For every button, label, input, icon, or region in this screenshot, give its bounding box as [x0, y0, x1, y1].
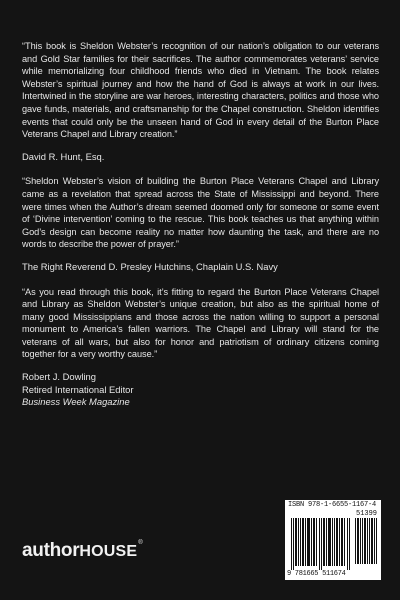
blurb-attribution-1 — [22, 151, 379, 164]
blurbs-section — [22, 40, 379, 421]
publisher-logo — [22, 540, 142, 562]
attribution-title: Retired International Editor — [22, 383, 134, 395]
attribution-name: David R. Hunt, Esq. — [22, 150, 105, 162]
blurb-attribution-2 — [22, 261, 379, 274]
blurb-quote-2: “Sheldon Webster’s vision of building the Burton Place Veterans Chapel and Library came as a revelation that spread across the State of Mississippi and beyond. There were times when the Author’s dream seemed doomed only for someone or some event of ‘Divine intervention’ coming to the rescue. This book teaches us that anything within God’s design can become reality no matter how daunting the task, and there are no words to describe the power of prayer.” — [22, 176, 379, 250]
price-addon-bars — [355, 518, 377, 564]
attribution-name: Robert J. Dowling — [22, 371, 96, 383]
blurb-quote-1: “This book is Sheldon Webster’s recognition of our nation’s obligation to our veterans and Gold Star families for their sacrifices. The author commemorates veterans’ service while memorializing four childhood friends who died in Vietnam. The book relates Webster’s spiritual journey and how the hand of God is always at work in our lives. Intertwined in the storyline are war heroes, interesting characters, politics and those who gave funds, materials, and craftsmanship for the Chapel construction. Sheldon identifies events that could only be the unseen hand of God in every detail of the Burton Place Veterans Chapel and Library creation.” — [22, 41, 379, 140]
ean-barcode-bars — [291, 518, 351, 570]
isbn-label: ISBN 978-1-6655-1167-4 — [288, 501, 377, 509]
isbn-barcode — [285, 500, 381, 580]
registered-mark: ® — [138, 540, 143, 546]
ean-digits-label: 9 781665 511674 — [287, 570, 346, 578]
blurb-attribution-3 — [22, 371, 379, 409]
attribution-name: The Right Reverend D. Presley Hutchins, Chaplain U.S. Navy — [22, 260, 278, 272]
logo-text-author: author — [22, 540, 80, 561]
price-code-label: 51399 — [356, 510, 378, 518]
logo-text-house: HOUSE — [79, 543, 138, 560]
blurb-quote-3: “As you read through this book, it’s fitting to regard the Burton Place Veterans Chapel and Library as Sheldon Webster’s unique creation, but also as the spiritual home of many good Mississippians and those across the nation willing to support a personal monument to America’s fallen warriors. The Chapel and Library will stand for the veterans of all wars, but also for honor and patriotism of ordinary citizens coming together for a very worthy cause.” — [22, 286, 379, 360]
attribution-publication: Business Week Magazine — [22, 396, 130, 408]
